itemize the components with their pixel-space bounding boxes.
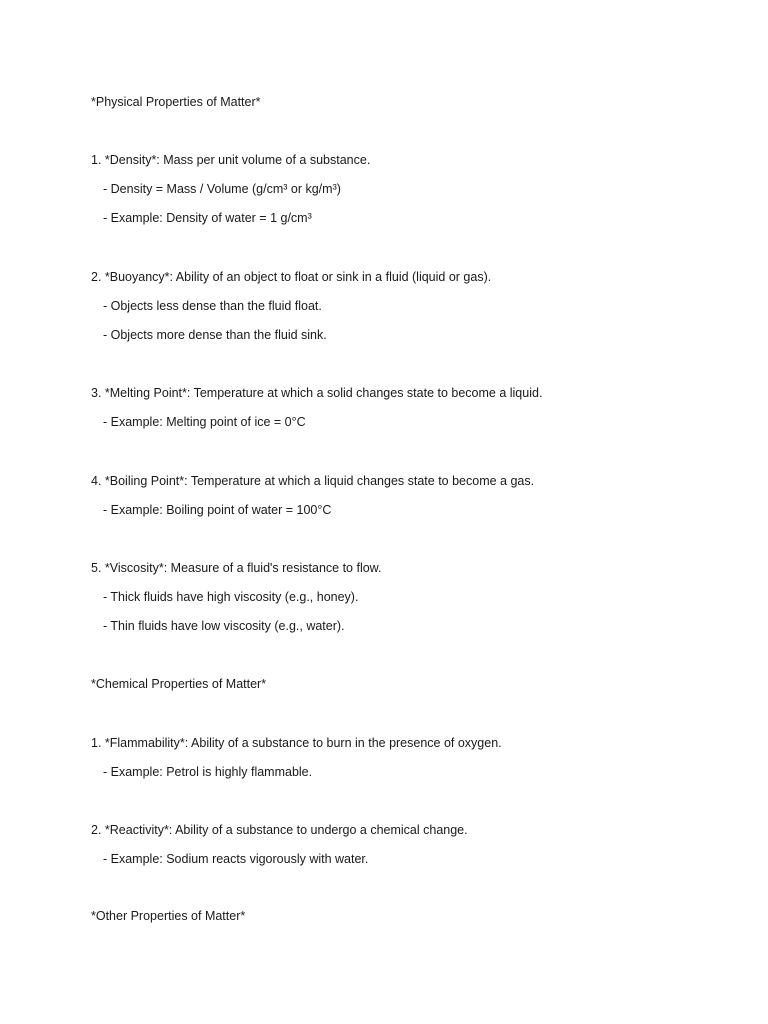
list-item-reactivity: 2. *Reactivity*: Ability of a substance to undergo a chemical change. [91, 823, 468, 837]
sub-item-viscosity-thick: - Thick fluids have high viscosity (e.g., honey). [103, 590, 359, 604]
sub-item-flammability-example: - Example: Petrol is highly flammable. [103, 765, 313, 779]
section-heading-other: *Other Properties of Matter* [91, 909, 246, 923]
sub-item-melting-example: - Example: Melting point of ice = 0°C [103, 415, 306, 429]
list-item-melting-point: 3. *Melting Point*: Temperature at which a solid changes state to become a liquid. [91, 386, 543, 400]
sub-item-density-formula: - Density = Mass / Volume (g/cm³ or kg/m³) [103, 182, 341, 196]
section-heading-physical: *Physical Properties of Matter* [91, 95, 261, 109]
sub-item-viscosity-thin: - Thin fluids have low viscosity (e.g., water). [103, 619, 345, 633]
sub-item-boiling-example: - Example: Boiling point of water = 100°C [103, 503, 332, 517]
sub-item-buoyancy-float: - Objects less dense than the fluid float. [103, 299, 322, 313]
sub-item-reactivity-example: - Example: Sodium reacts vigorously with water. [103, 852, 369, 866]
sub-item-buoyancy-sink: - Objects more dense than the fluid sink. [103, 328, 327, 342]
list-item-boiling-point: 4. *Boiling Point*: Temperature at which a liquid changes state to become a gas. [91, 474, 535, 488]
list-item-density: 1. *Density*: Mass per unit volume of a substance. [91, 153, 371, 167]
list-item-flammability: 1. *Flammability*: Ability of a substance to burn in the presence of oxygen. [91, 736, 502, 750]
sub-item-density-example: - Example: Density of water = 1 g/cm³ [103, 211, 312, 225]
section-heading-chemical: *Chemical Properties of Matter* [91, 677, 267, 691]
list-item-viscosity: 5. *Viscosity*: Measure of a fluid's resistance to flow. [91, 561, 382, 575]
list-item-buoyancy: 2. *Buoyancy*: Ability of an object to float or sink in a fluid (liquid or gas). [91, 270, 492, 284]
